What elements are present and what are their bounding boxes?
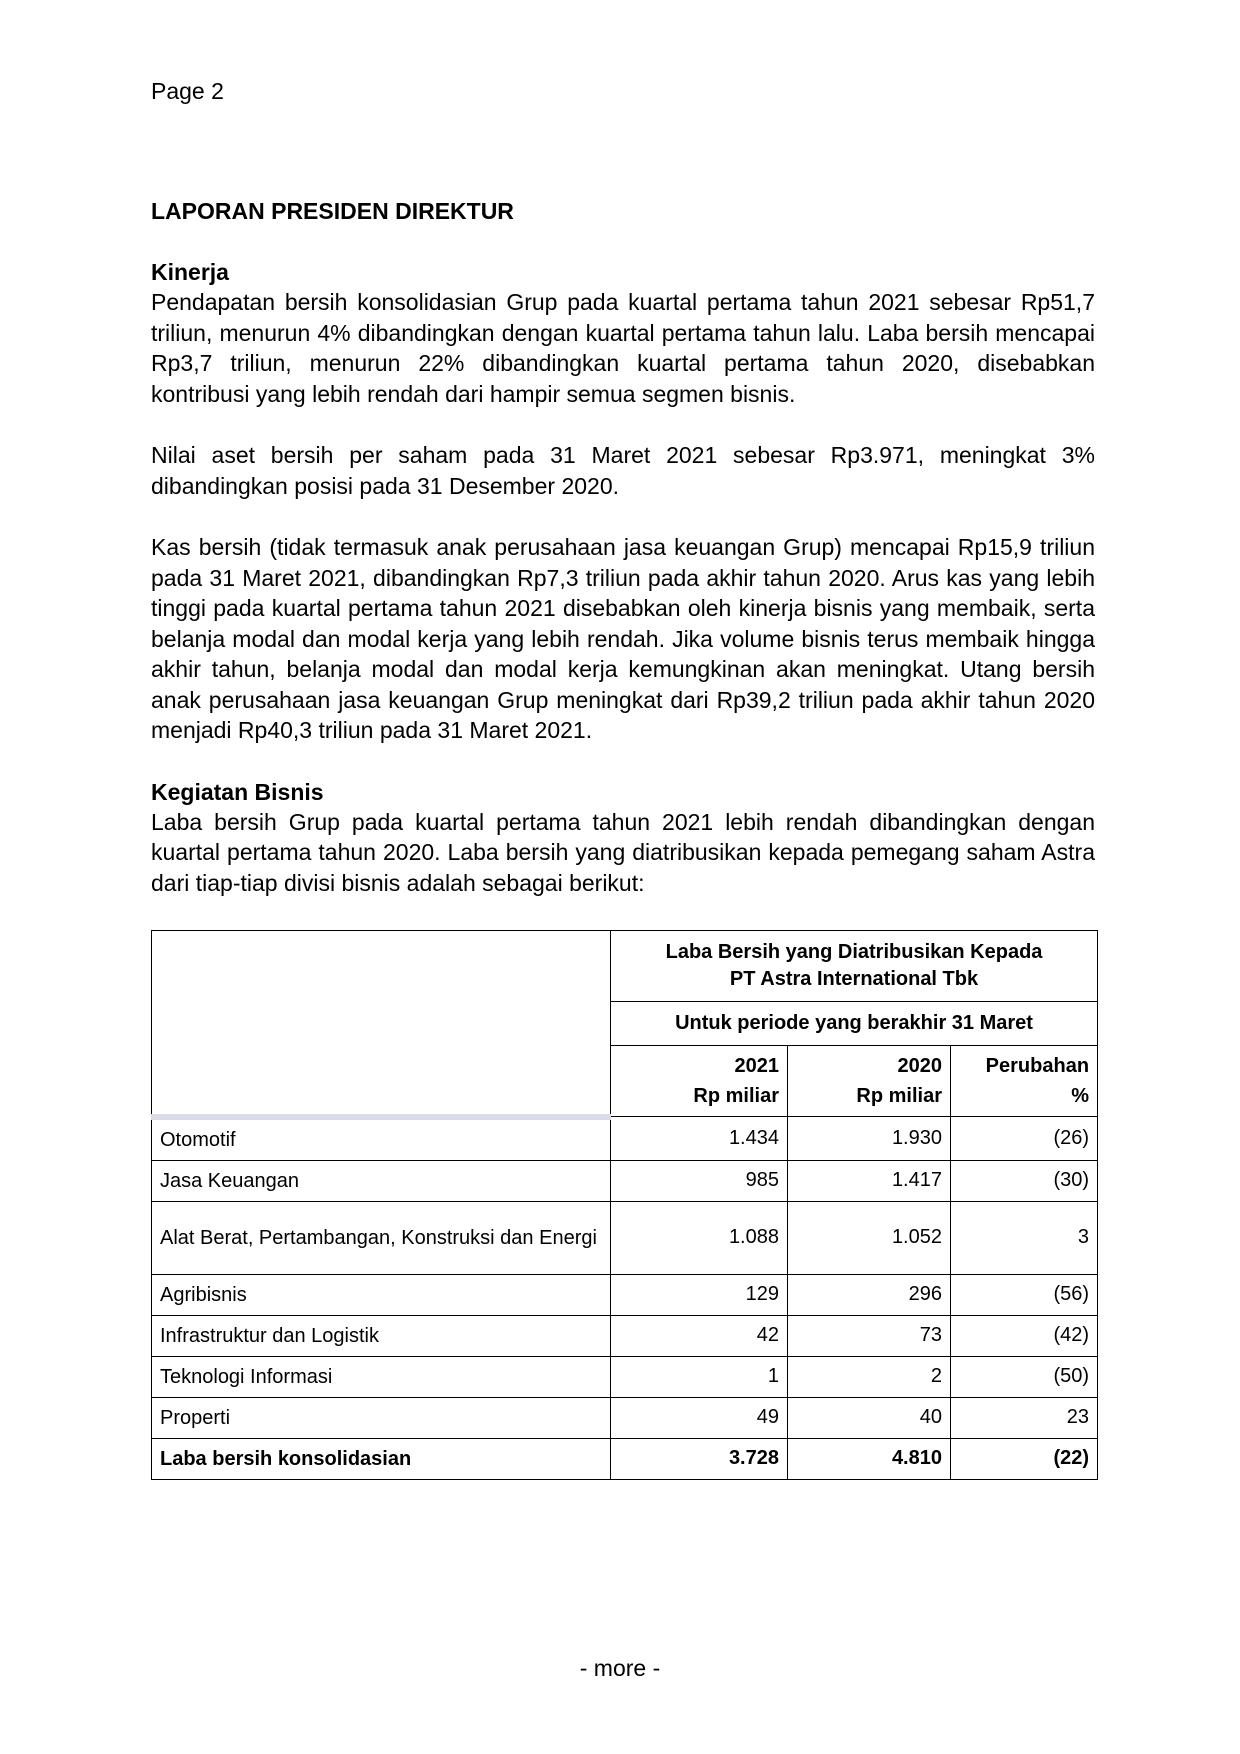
row-label: Agribisnis <box>152 1274 611 1315</box>
table-row <box>152 1201 1098 1274</box>
row-label: Properti <box>152 1397 611 1438</box>
value-2020: 1.417 <box>788 1160 951 1201</box>
value-2020: 2 <box>788 1356 951 1397</box>
section-heading-kinerja: Kinerja <box>151 259 229 285</box>
value-change: (56) <box>951 1274 1098 1315</box>
kegiatan-bisnis-paragraph: Laba bersih Grup pada kuartal pertama tahun 2021 lebih rendah dibandingkan dengan kuartal pertama tahun 2020. Laba bersih yang diatribusikan kepada pemegang saham Astra dari tiap-tiap divisi bisnis adalah sebagai berikut: <box>151 808 1095 896</box>
column-header-2020 <box>788 1046 951 1117</box>
value-change: (50) <box>951 1356 1098 1397</box>
value-2021: 1.434 <box>611 1117 788 1161</box>
page-footer: - more - <box>579 1655 661 1681</box>
value-change: 23 <box>951 1397 1098 1438</box>
column-title: Perubahan <box>985 1055 1090 1077</box>
total-2020: 4.810 <box>788 1438 951 1479</box>
value-2020: 1.930 <box>788 1117 951 1161</box>
table-row <box>152 1356 1098 1397</box>
value-change: (26) <box>951 1117 1098 1161</box>
value-change: (42) <box>951 1315 1098 1356</box>
value-change: 3 <box>951 1201 1098 1274</box>
table-row <box>152 1160 1098 1201</box>
row-label: Infrastruktur dan Logistik <box>152 1315 611 1356</box>
column-unit: Rp miliar <box>856 1085 942 1107</box>
value-2021: 42 <box>611 1315 788 1356</box>
report-content <box>151 196 1095 1480</box>
table-total-row <box>152 1438 1098 1479</box>
column-header-change <box>951 1046 1098 1117</box>
table-row <box>152 1315 1098 1356</box>
value-2020: 1.052 <box>788 1201 951 1274</box>
value-2021: 1 <box>611 1356 788 1397</box>
kinerja-paragraph: Nilai aset bersih per saham pada 31 Maret 2021 sebesar Rp3.971, meningkat 3% dibandingkan posisi pada 31 Desember 2020. <box>151 442 1095 499</box>
total-2021: 3.728 <box>611 1438 788 1479</box>
value-2020: 40 <box>788 1397 951 1438</box>
row-label: Jasa Keuangan <box>152 1160 611 1201</box>
total-label: Laba bersih konsolidasian <box>152 1438 611 1479</box>
table-row <box>152 1397 1098 1438</box>
row-label: Teknologi Informasi <box>152 1356 611 1397</box>
table-corner-cell <box>152 931 611 1117</box>
column-year: 2021 <box>734 1055 779 1077</box>
net-income-table-wrapper <box>151 930 1095 1480</box>
table-group-header <box>611 931 1098 1002</box>
row-label: Alat Berat, Pertambangan, Konstruksi dan Energi <box>152 1201 611 1274</box>
value-2021: 1.088 <box>611 1201 788 1274</box>
table-period-header: Untuk periode yang berakhir 31 Maret <box>611 1002 1098 1046</box>
value-change: (30) <box>951 1160 1098 1201</box>
group-header-line1: Laba Bersih yang Diatribusikan Kepada <box>665 941 1043 963</box>
value-2020: 296 <box>788 1274 951 1315</box>
column-unit: % <box>1071 1085 1090 1107</box>
value-2021: 49 <box>611 1397 788 1438</box>
group-header-line2: PT Astra International Tbk <box>729 968 979 990</box>
table-row <box>152 1117 1098 1161</box>
row-label: Otomotif <box>152 1117 611 1161</box>
column-header-2021 <box>611 1046 788 1117</box>
section-heading-kegiatan-bisnis: Kegiatan Bisnis <box>151 778 324 805</box>
value-2021: 129 <box>611 1274 788 1315</box>
column-unit: Rp miliar <box>693 1085 779 1107</box>
kinerja-paragraph: Kas bersih (tidak termasuk anak perusahaan jasa keuangan Grup) mencapai Rp15,9 triliun pada 31 Maret 2021, dibandingkan Rp7,3 triliun pada akhir tahun 2020. Arus kas yang lebih tinggi pada kuartal pertama tahun 2021 disebabkan oleh kinerja bisnis yang membaik, serta belanja modal dan modal kerja yang lebih rendah. Jika volume bisnis terus membaik hingga akhir tahun, belanja modal dan modal kerja kemungkinan akan meningkat. Utang bersih anak perusahaan jasa keuangan Grup meningkat dari Rp39,2 triliun pada akhir tahun 2020 menjadi Rp40,3 triliun pada 31 Maret 2021. <box>151 534 1095 743</box>
kinerja-paragraph: Pendapatan bersih konsolidasian Grup pada kuartal pertama tahun 2021 sebesar Rp51,7 triliun, menurun 4% dibandingkan dengan kuartal pertama tahun lalu. Laba bersih mencapai Rp3,7 triliun, menurun 22% dibandingkan kuartal pertama tahun 2020, disebabkan kontribusi yang lebih rendah dari hampir semua segmen bisnis. <box>151 289 1095 407</box>
page-number: Page 2 <box>151 78 224 104</box>
value-2021: 985 <box>611 1160 788 1201</box>
net-income-table <box>151 930 1098 1480</box>
table-row <box>152 1274 1098 1315</box>
column-year: 2020 <box>897 1055 942 1077</box>
value-2020: 73 <box>788 1315 951 1356</box>
document-title: LAPORAN PRESIDEN DIREKTUR <box>151 198 514 224</box>
total-change: (22) <box>951 1438 1098 1479</box>
